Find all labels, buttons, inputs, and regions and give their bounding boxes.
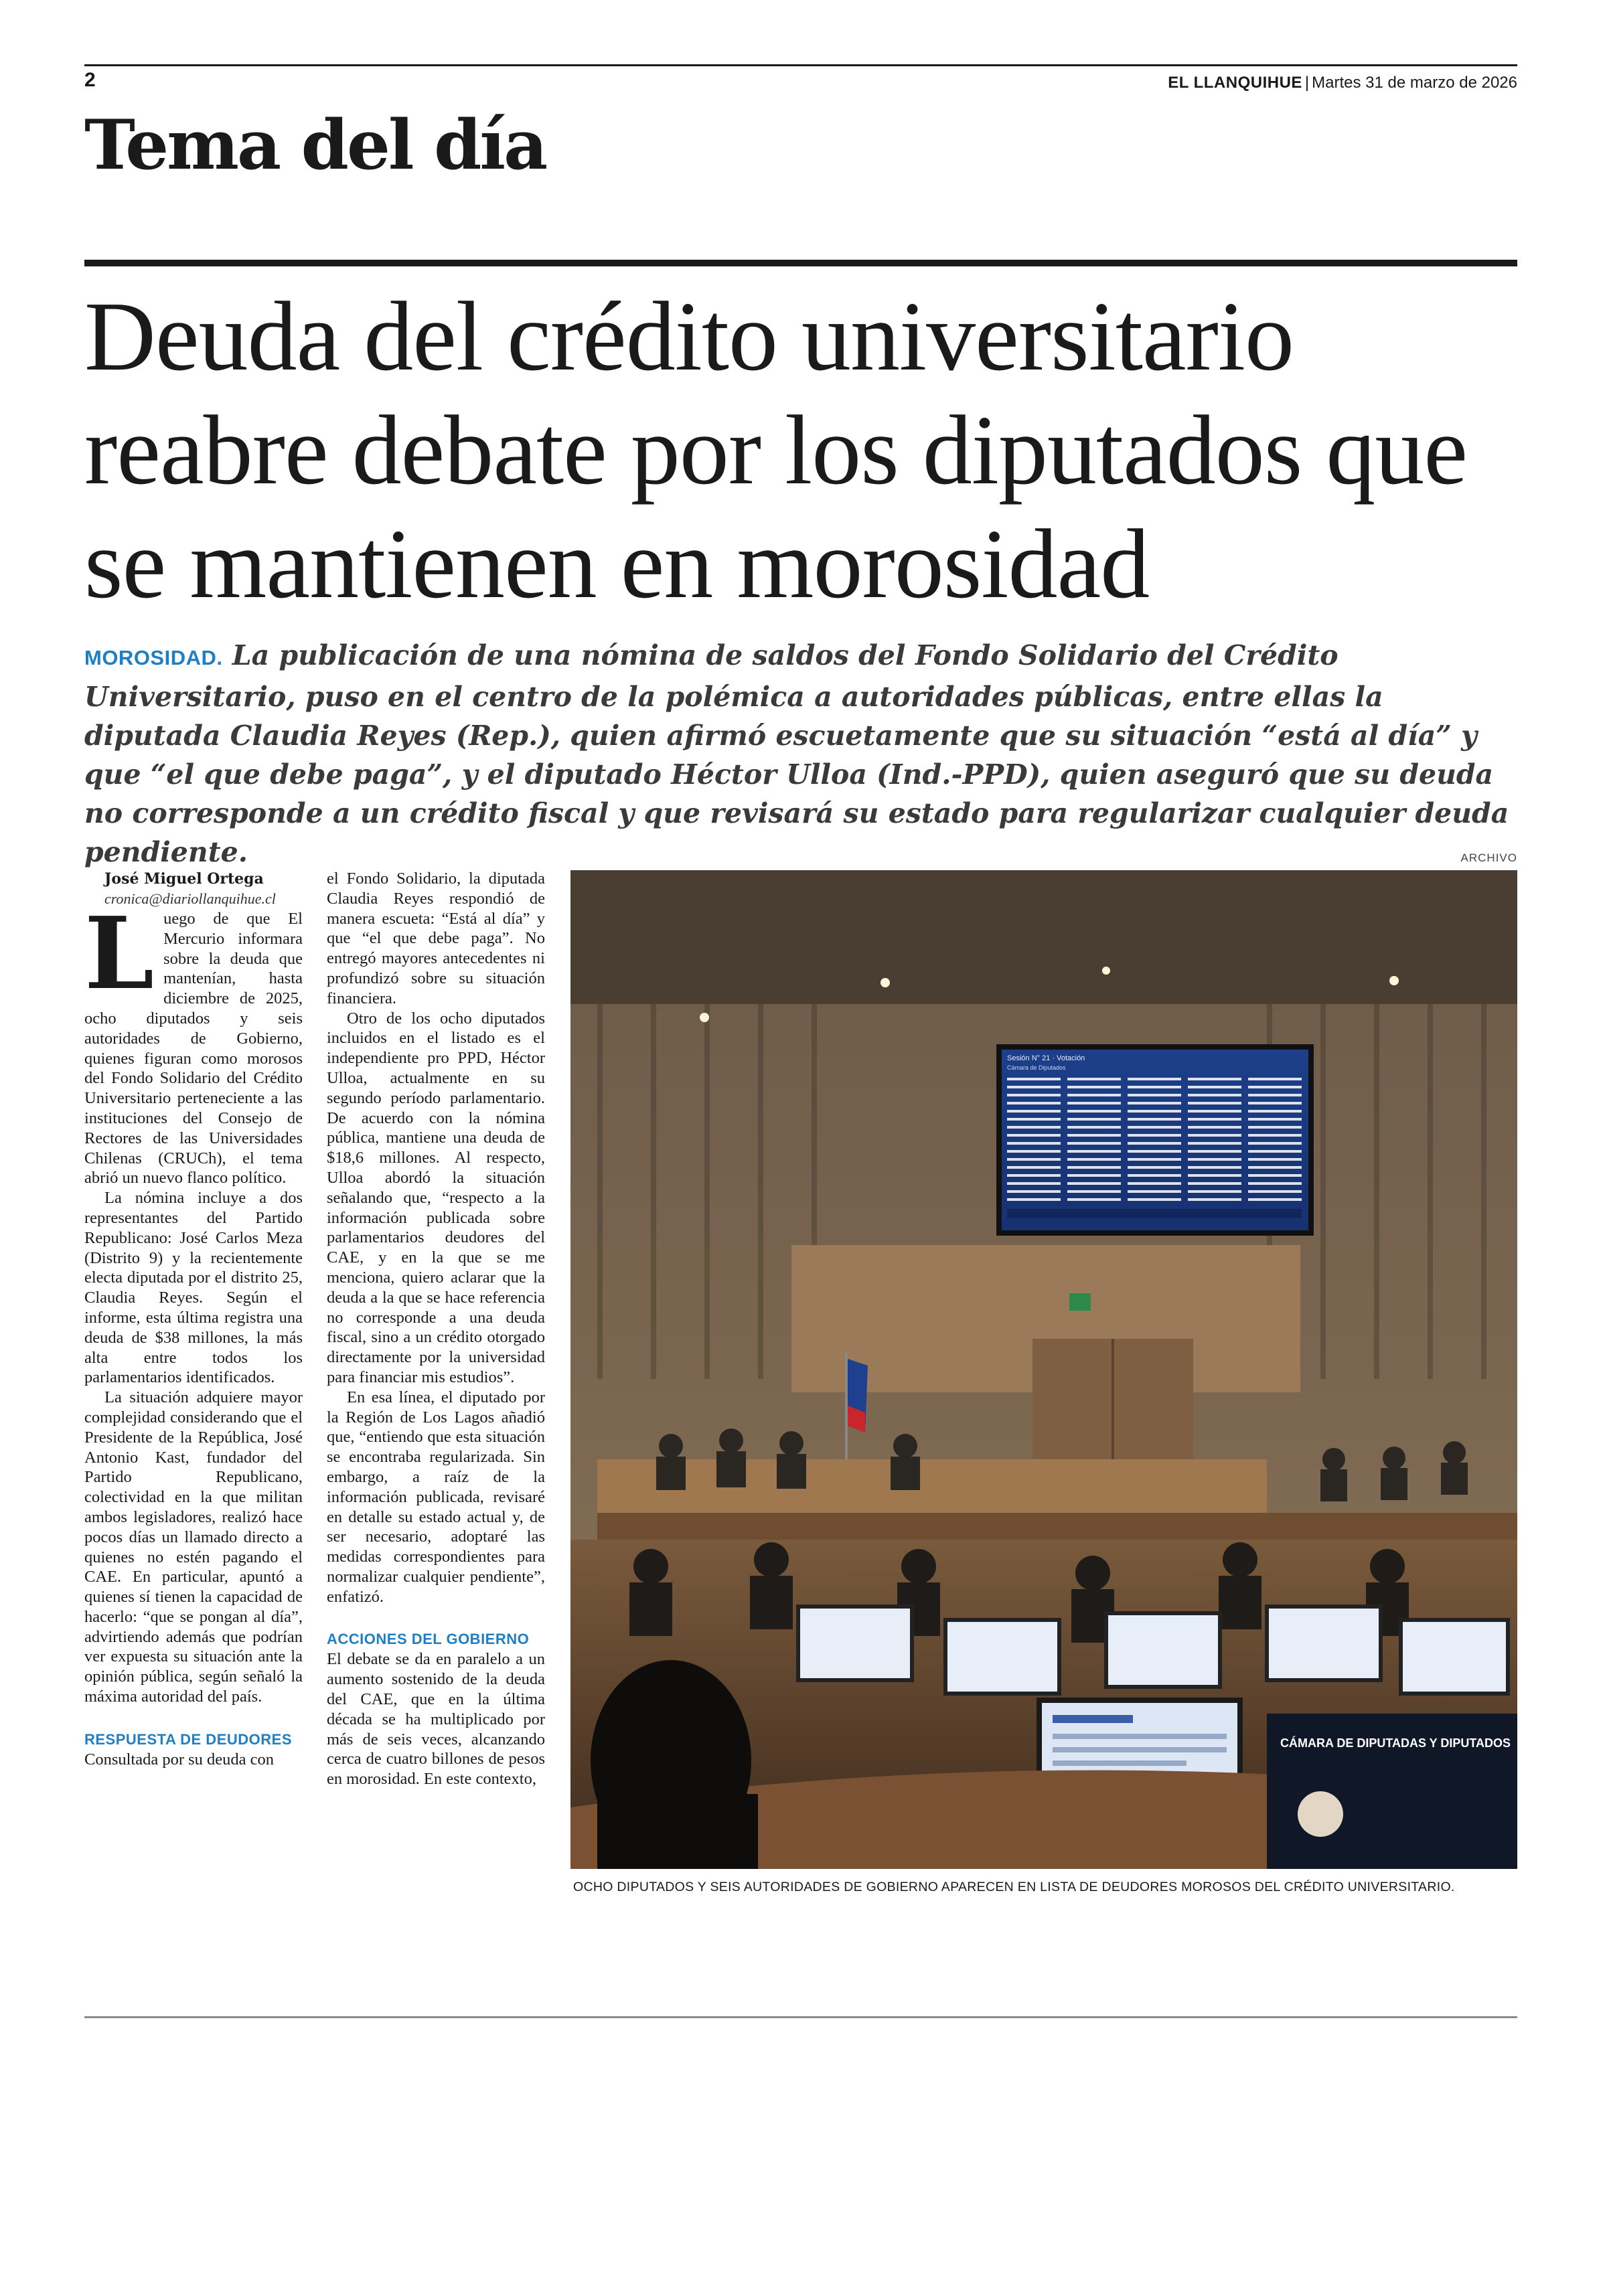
- page-number: 2: [84, 69, 96, 91]
- headline: Deuda del crédito universitario reabre debate por los diputados que se mantienen en morosidad: [84, 282, 1468, 619]
- deck-kicker: MOROSIDAD.: [84, 646, 223, 669]
- ceiling-light: [700, 1013, 709, 1022]
- byline-email: cronica@diariollanquihue.cl: [104, 890, 276, 907]
- body-paragraph: el Fondo Solidario, la diputada Claudia Reyes respondió de manera escueta: “Está al día” y que “el que debe paga”. No entregó mayores antecedentes ni profundizó sobre su situación financiera.: [327, 870, 545, 1007]
- body-paragraph: La nómina incluye a dos representantes del Partido Republicano: José Carlos Meza (Distrito 9) y la recientemente electa diputada por el distrito 25, Claudia Reyes. Según el informe, esta última registra una deuda de $38 millones, la más alta entre todos los parlamentarios identificados.: [84, 1189, 303, 1387]
- body-paragraph: Consultada por su deuda con: [84, 1750, 275, 1769]
- body-paragraph: La situación adquiere mayor complejidad considerando que el Presidente de la República, José Antonio Kast, fundador del Partido Republicano, colectividad en la que militan ambos legisladores, realizó hace pocos días un llamado directo a quienes no estén pagando el CAE. En particular, apuntó a quienes sí tienen la capacidad de hacerlo: “que se pongan al día”, advirtiendo además que podrían ver expuesta su situación ante la opinión pública, según señaló la máxima autoridad del país.: [84, 1388, 303, 1706]
- body-paragraph: Otro de los ocho diputados incluidos en el listado es el independiente pro PPD, Héctor Ulloa, actualmente en su segundo período parlamentario. De acuerdo con la nómina pública, mantiene una deuda de $18,6 millones. Al respecto, Ulloa abordó la situación señalando que, “respecto a la información publicada sobre parlamentarios deudores del CAE, y en la que se me menciona, quiero aclarar que la deuda a la que se hace referencia no corresponde a una deuda fiscal, sino a un crédito otorgado directamente por la universidad para financiar mis estudios”.: [327, 1009, 545, 1386]
- exit-sign: [1069, 1293, 1091, 1311]
- ceiling: [570, 870, 1517, 1004]
- chamber-photo: [570, 870, 1517, 1869]
- drop-cap: L: [84, 895, 155, 1011]
- article-column-2: [327, 869, 545, 1789]
- voting-screen: [996, 1044, 1314, 1236]
- ceiling-light: [881, 978, 890, 987]
- section-title: Tema del día: [84, 105, 546, 185]
- presiding-table: [597, 1459, 1267, 1520]
- desk-sign-text: CÁMARA DE DIPUTADAS Y DIPUTADOS: [1280, 1736, 1511, 1750]
- screen-subtitle: Cámara de Diputados: [1007, 1064, 1066, 1071]
- desk-sign: [1267, 1714, 1517, 1869]
- byline-author: José Miguel Ortega: [104, 870, 264, 888]
- body-paragraph: En esa línea, el diputado por la Región de Los Lagos añadió que, “entiendo que esta situación se encontraba regularizada. Sin embargo, a raíz de la información publicada, revisaré en detalle su estado actual y, de ser necesario, adoptaré las medidas correspondientes para normalizar cualquier pendiente”, enfatizó.: [327, 1388, 545, 1606]
- issue-date: Martes 31 de marzo de 2026: [1312, 74, 1517, 92]
- photo-credit: ARCHIVO: [1460, 851, 1517, 864]
- ceiling-light: [1389, 976, 1399, 985]
- section-rule: [84, 260, 1517, 266]
- ceiling-light: [1102, 967, 1110, 975]
- masthead-separator: |: [1304, 74, 1310, 92]
- article-column-1: [84, 869, 303, 1770]
- screen-title: Sesión N° 21 · Votación: [1007, 1054, 1085, 1062]
- top-rule: [84, 64, 1517, 66]
- body-paragraph: El debate se da en paralelo a un aumento sostenido de la deuda del CAE, que en la última década se ha multiplicado por más de seis veces, alcanzando cerca de cuatro billones de pesos en morosidad. En este contexto,: [327, 1650, 545, 1789]
- subhead-acciones: ACCIONES DEL GOBIERNO: [327, 1631, 530, 1648]
- photo-caption: OCHO DIPUTADOS Y SEIS AUTORIDADES DE GOBIERNO APARECEN EN LISTA DE DEUDORES MOROSOS DEL CRÉDITO UNIVERSITARIO.: [573, 1880, 1455, 1894]
- bottom-rule: [84, 2016, 1517, 2018]
- newspaper-name: EL LLANQUIHUE: [1168, 74, 1302, 92]
- deck-text: La publicación de una nómina de saldos del Fondo Solidario del Crédito Universitario, puso en el centro de la polémica a autoridades públicas, entre ellas la diputada Claudia Reyes (Rep.), quien afirmó escuetamente que su situación “está al día” y que “el que debe paga”, y el diputado Héctor Ulloa (Ind.-PPD), quien aseguró que su deuda no corresponde a un crédito fiscal y que revisará su estado para regularizar cualquier deuda pendiente.: [84, 639, 1509, 868]
- masthead: [1168, 70, 1517, 96]
- subhead-respuesta: RESPUESTA DE DEUDORES: [84, 1730, 292, 1748]
- deck: [84, 636, 1517, 872]
- lead-paragraph-text: uego de que El Mercurio informara sobre la deuda que mantenían, hasta diciembre de 2025, ocho diputados y seis autoridades de Gobierno, quienes figuran como morosos del Fondo Solidario del Crédito Universitario perteneciente a las instituciones del Consejo de Rectores de las Universidades Chilenas (CRUCh), el tema abrió un nuevo flanco político.: [84, 910, 303, 1187]
